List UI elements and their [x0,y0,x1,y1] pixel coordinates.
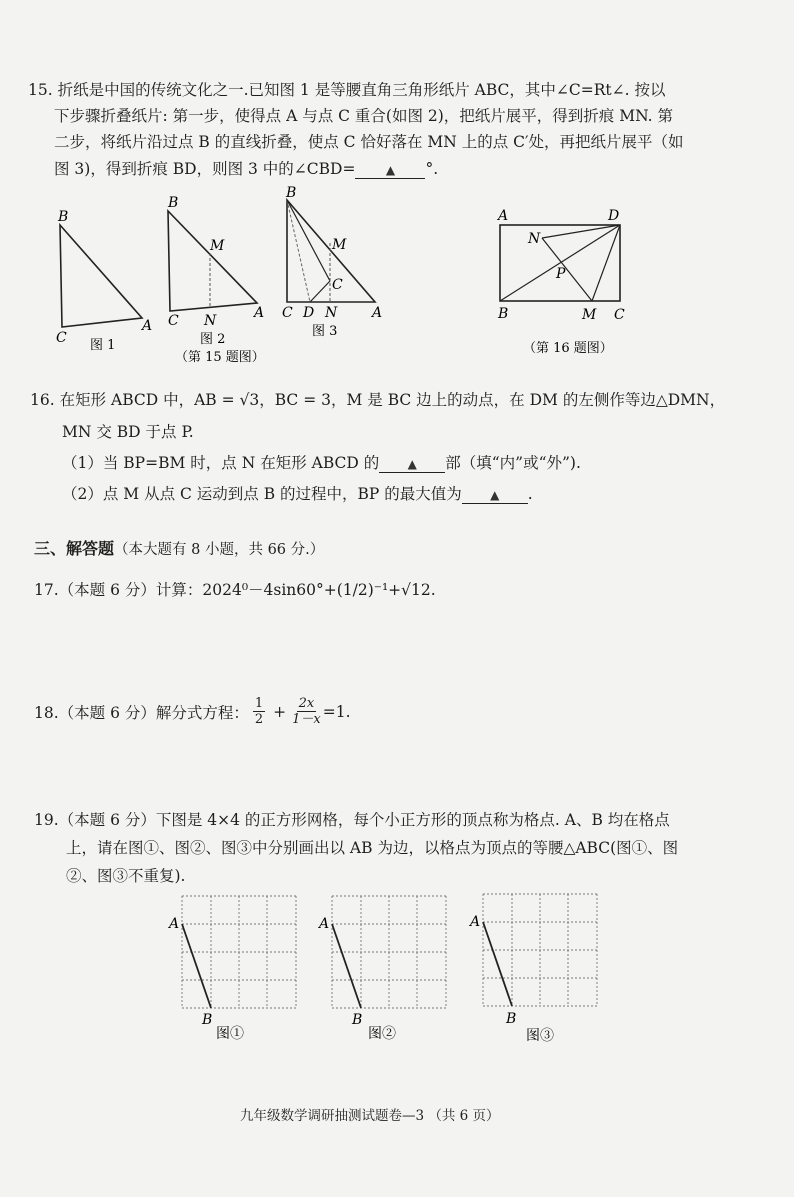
fig3-label-A: A [372,305,383,321]
grid1-label-A: A [169,916,180,932]
q15-line2: 下步骤折叠纸片: 第一步，使得点 A 与点 C 重合(如图 2)，把纸片展平，得到折痕 MN. 第 [54,107,674,125]
q15-group-caption: （第 15 题图） [175,350,265,365]
grid3-label-B: B [506,1011,517,1027]
grid-figure-3 [468,890,608,1044]
fig1-caption: 图 1 [90,338,116,353]
fig3-line-bc [287,200,330,281]
q15-line1: 15. 折纸是中国的传统文化之一.已知图 1 是等腰直角三角形纸片 ABC，其中∠C=Rt∠. 按以 [28,81,666,99]
q16-part2-pre: （2）点 M 从点 C 运动到点 B 的过程中，BP 的最大值为 [62,485,462,503]
fig16-label-P: P [556,266,566,282]
q18-fraction1 [253,696,265,727]
grid1-label-B: B [202,1012,213,1028]
q16-part1-pre: （1）当 BP=BM 时，点 N 在矩形 ABCD 的 [62,454,380,472]
q18-line [34,696,351,727]
q16-line2: MN 交 BD 于点 P. [62,423,194,441]
segment-ab [182,924,211,1008]
section3-title: 三、解答题 [34,539,115,558]
fig2-label-B: B [168,195,179,211]
q18-fraction2 [292,696,321,727]
q18-post: =1. [322,702,351,721]
fig16-diagonal-bd [500,225,620,301]
grid-figure-2 [318,890,454,1042]
grid2-caption: 图② [368,1026,396,1042]
fig1-label-C: C [56,330,67,346]
fig3-caption: 图 3 [312,324,338,339]
grid1-caption: 图① [216,1026,244,1042]
segment-ab [483,922,512,1006]
segment-ab [332,924,361,1008]
q16-part1-blank [379,454,445,473]
q18-frac1-den: 2 [254,712,264,727]
fig2-triangle [168,211,257,311]
fig2-label-M: M [210,238,225,254]
fig3-label-N: N [325,305,338,321]
q16-part2 [62,482,533,504]
grid3-label-A: A [470,914,481,930]
section3-note: （本大题有 8 小题，共 66 分.） [114,542,325,558]
q15-line4 [54,157,438,179]
q16-figure [490,205,640,360]
fig16-label-C: C [614,307,625,323]
fig3-label-C: C [282,305,293,321]
q15-figures [50,185,395,365]
q19-line1: 19.（本题 6 分）下图是 4×4 的正方形网格，每个小正方形的顶点称为格点. A、B 均在格点 [34,811,670,829]
blank-triangle-icon: ▲ [385,163,396,177]
fig3-label-B: B [286,185,297,201]
fig2-caption: 图 2 [200,332,226,347]
q16-part2-blank [462,485,528,504]
q18-plus: + [273,702,287,721]
blank-triangle-icon: ▲ [407,457,417,471]
grid3-caption: 图③ [526,1028,554,1044]
fig16-line-dm [592,225,620,301]
fig2-label-A: A [254,305,265,321]
fig3-label-D: D [303,305,315,321]
page-footer: 九年级数学调研抽测试题卷—3 （共 6 页） [240,1108,500,1124]
q17-text: 17.（本题 6 分）计算：2024⁰－4sin60°+(1/2)⁻¹+√12. [34,581,436,599]
grid2-label-A: A [319,916,330,932]
fig16-label-A: A [498,208,509,224]
q16-part1-post: 部（填“内”或“外”). [445,454,581,472]
fig1-label-B: B [58,209,69,225]
fig3-crease-bd [287,200,310,302]
q16-line1: 16. 在矩形 ABCD 中，AB = √3，BC = 3，M 是 BC 边上的动点，在 DM 的左侧作等边△DMN， [30,391,726,409]
fig3-label-M: M [332,237,347,253]
fig16-label-B: B [498,306,509,322]
fig1-triangle [60,225,142,327]
blank-triangle-icon: ▲ [490,488,500,502]
q19-line3: ②、图③不重复). [66,867,186,885]
section3-heading [34,536,324,559]
q15-line4-pre: 图 3)，得到折痕 BD，则图 3 中的∠CBD= [54,160,356,178]
q16-part2-post: . [527,485,533,503]
q18-frac1-num: 1 [254,696,264,711]
fig3-line-cd [310,281,330,302]
fig16-line-dn [542,225,620,238]
q18-frac2-den: 1－x [292,712,321,727]
q19-line2: 上，请在图①、图②、图③中分别画出以 AB 为边，以格点为顶点的等腰△ABC(图①、图 [66,839,679,857]
grid2-label-B: B [352,1012,363,1028]
fig2-label-N: N [204,313,217,329]
fig3-label-Cprime: C [332,277,343,293]
fig2-label-C: C [168,313,179,329]
q18-frac2-num: 2x [298,696,315,711]
fig16-label-D: D [608,208,620,224]
q15-line4-post: °. [425,160,439,178]
q18-pre: 18.（本题 6 分）解分式方程： [34,703,249,722]
q15-answer-blank [355,160,425,179]
q16-part1 [62,451,581,473]
q16-caption: （第 16 题图） [523,341,613,356]
q15-line3: 二步，将纸片沿过点 B 的直线折叠，使点 C 恰好落在 MN 上的点 C′处，再把纸片展平（如 [54,133,684,151]
fig1-label-A: A [142,318,153,334]
fig3-triangle [287,200,375,302]
fig16-label-M: M [582,307,597,323]
grid-figure-1 [166,890,302,1042]
fig16-label-N: N [528,231,541,247]
